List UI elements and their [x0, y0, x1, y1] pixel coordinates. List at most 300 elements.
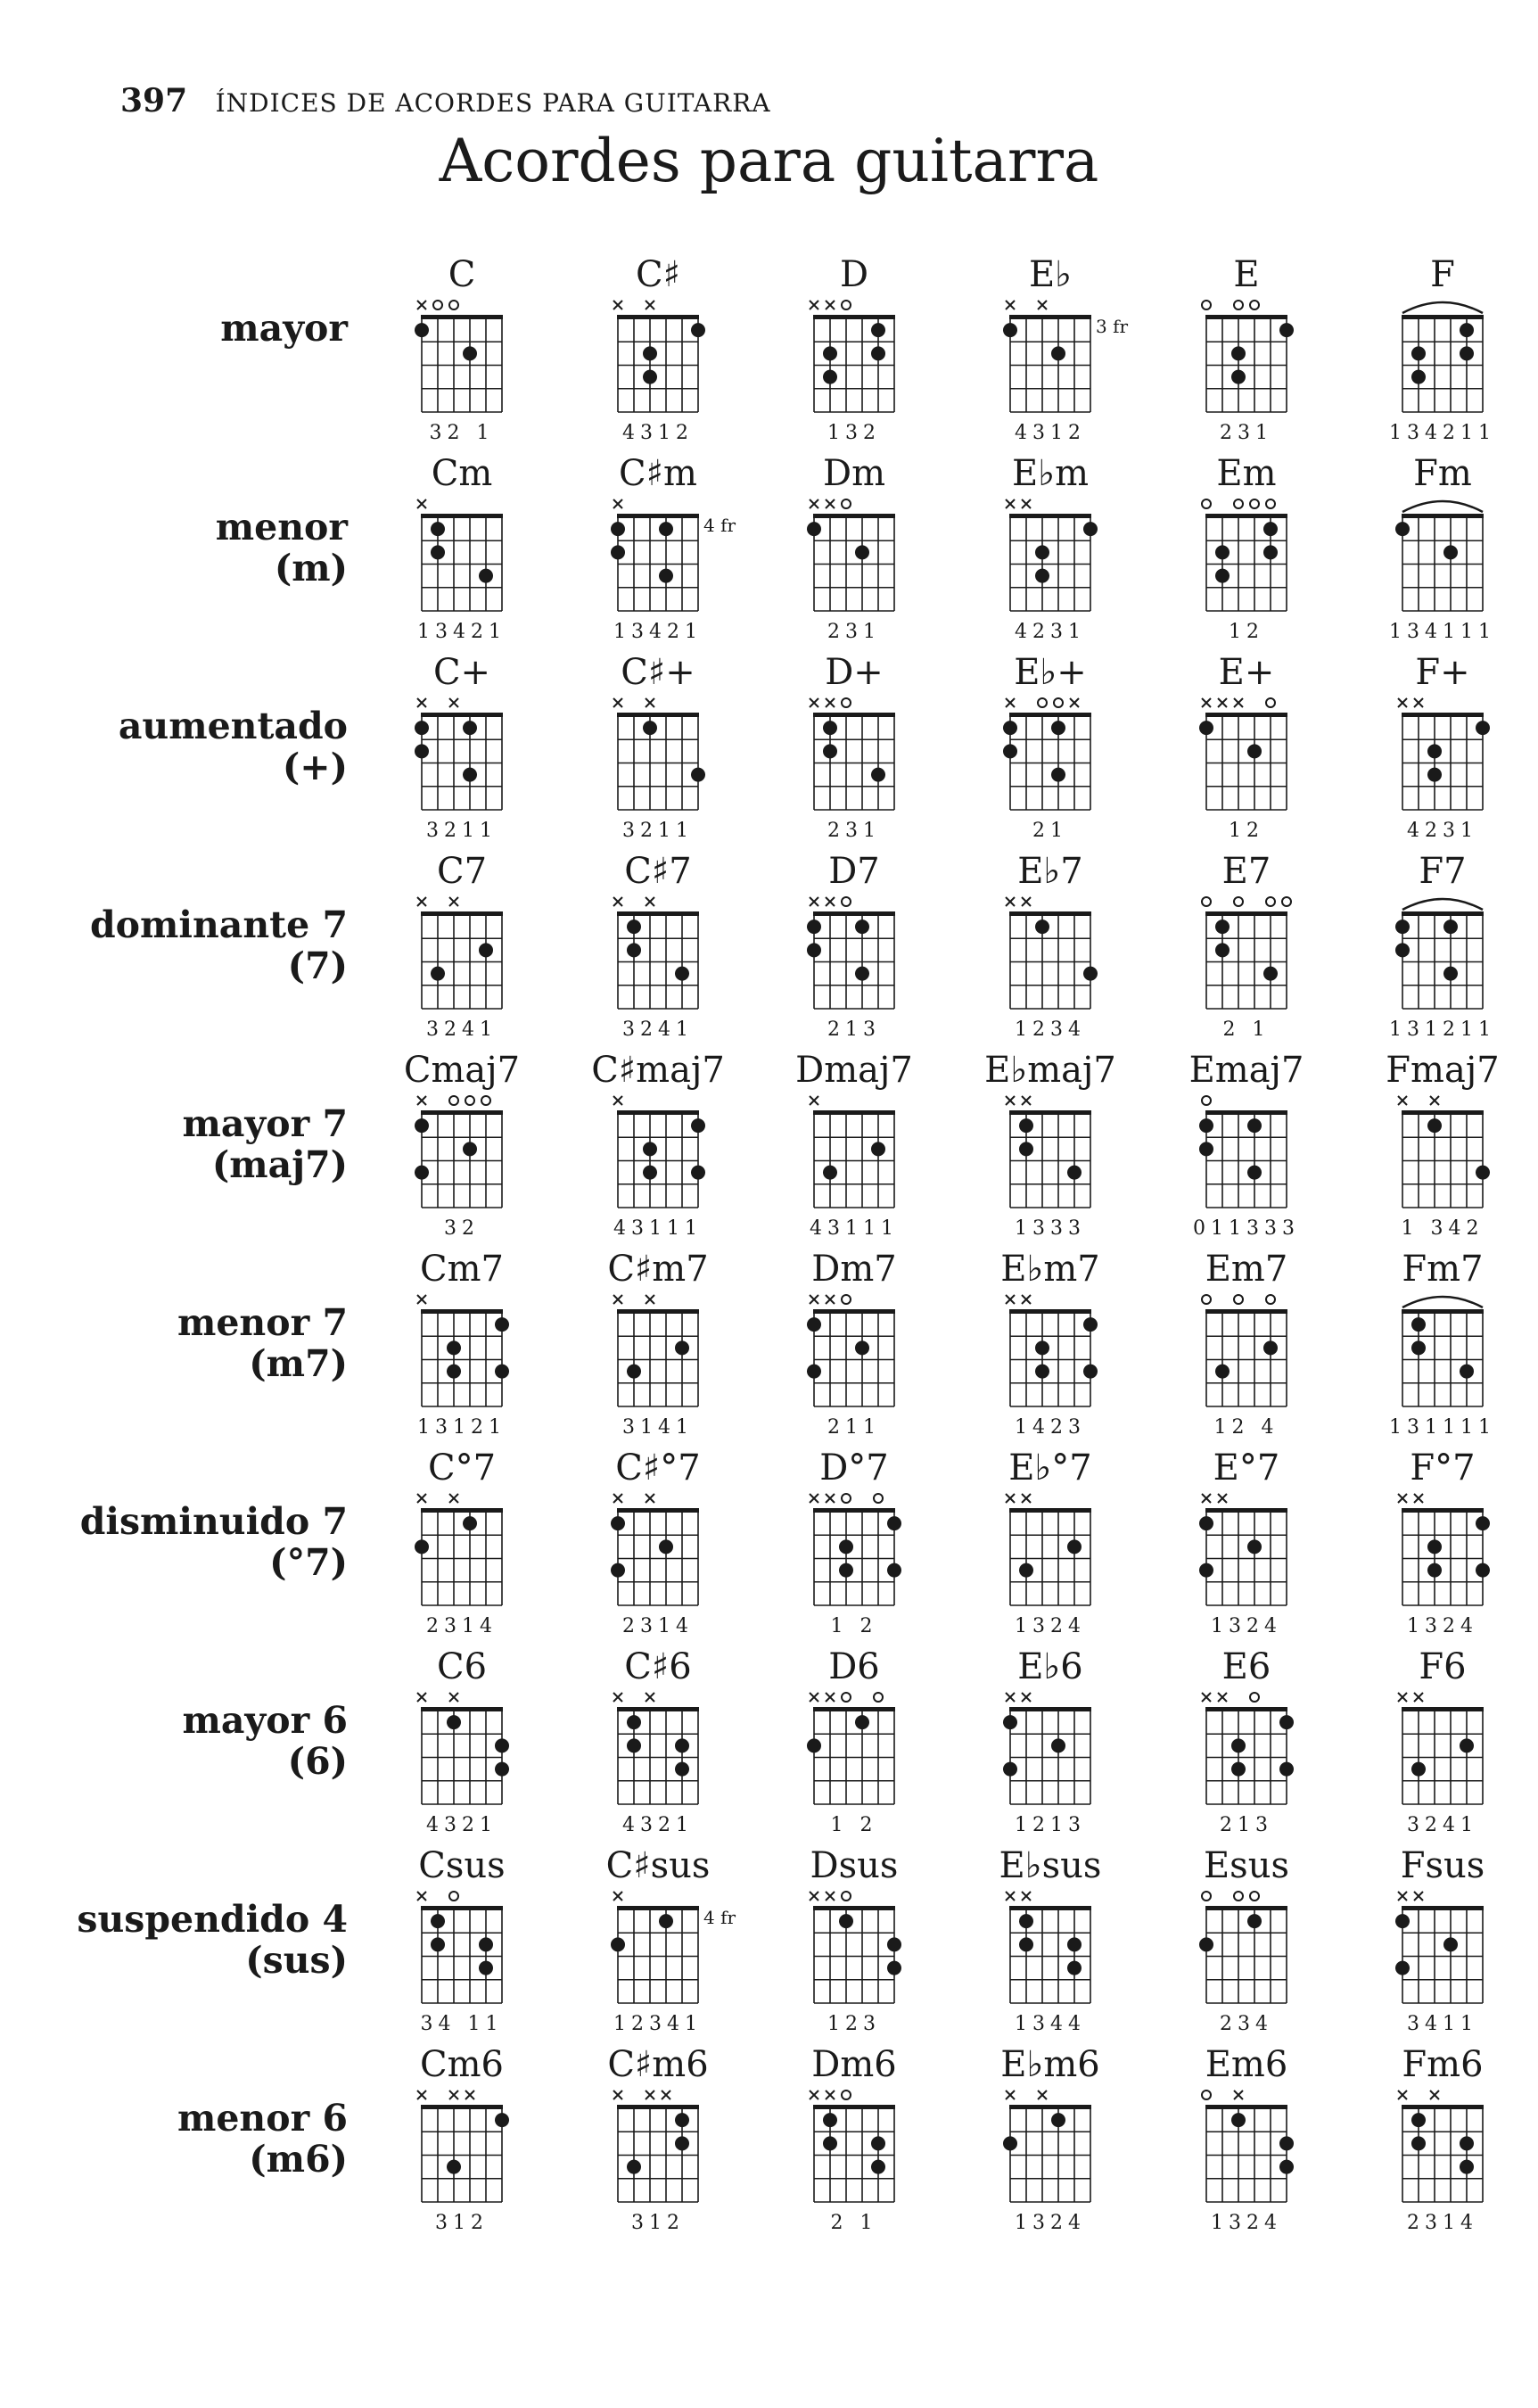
- finger-dot: [1460, 2136, 1474, 2150]
- row-label-abbrev: (6): [287, 1740, 348, 1783]
- muted-string-mark: [1430, 2091, 1439, 2099]
- finger-dot: [1199, 1563, 1213, 1578]
- fretboard: [961, 2082, 1139, 2215]
- row-label: [62, 2098, 348, 2180]
- row-label-name: disminuido 7: [79, 1500, 348, 1543]
- fingering: 1 2: [830, 1615, 878, 1637]
- muted-string-mark: [449, 698, 458, 707]
- finger-dot: [495, 1365, 509, 1379]
- nut: [421, 1110, 503, 1115]
- chord-name: E♭m6: [1000, 2044, 1100, 2085]
- finger-dot: [887, 1961, 901, 1975]
- fingering: 1423: [1015, 1416, 1086, 1439]
- finger-dot: [823, 370, 837, 384]
- fingering: 4231: [1407, 820, 1478, 842]
- fretboard: [373, 491, 551, 624]
- chord-name: E: [1233, 254, 1260, 295]
- nut: [617, 1309, 699, 1314]
- open-string-mark: [449, 1096, 458, 1105]
- finger-dot: [855, 967, 869, 981]
- finger-dot: [1199, 1142, 1213, 1156]
- fretboard: [961, 491, 1139, 624]
- muted-string-mark: [613, 897, 622, 906]
- fretboard: [1353, 292, 1532, 425]
- chord-name: C+: [432, 652, 491, 693]
- muted-string-mark: [1414, 1693, 1423, 1702]
- muted-string-mark: [613, 1096, 622, 1105]
- nut: [421, 1508, 503, 1513]
- open-string-mark: [1202, 1096, 1211, 1105]
- open-string-mark: [481, 1096, 490, 1105]
- fretboard: [373, 1684, 551, 1818]
- muted-string-mark: [1006, 698, 1015, 707]
- muted-string-mark: [613, 499, 622, 508]
- fingering: 2 1: [830, 2212, 878, 2234]
- finger-dot: [1199, 1937, 1213, 1951]
- chord-name: C♯m: [619, 453, 697, 494]
- finger-dot: [431, 545, 445, 559]
- finger-dot: [659, 569, 673, 583]
- muted-string-mark: [646, 698, 654, 707]
- fretboard: [961, 888, 1139, 1022]
- fingering: 3241: [426, 1018, 498, 1041]
- muted-string-mark: [449, 1693, 458, 1702]
- muted-string-mark: [417, 1892, 426, 1901]
- finger-dot: [431, 967, 445, 981]
- finger-dot: [855, 919, 869, 934]
- fretboard: [373, 1087, 551, 1221]
- fretboard: [1157, 1684, 1336, 1818]
- nut: [1205, 2105, 1287, 2109]
- page-number: 397: [120, 82, 188, 120]
- nut: [1402, 911, 1484, 916]
- muted-string-mark: [826, 2091, 835, 2099]
- fretboard: [961, 1883, 1139, 2016]
- fingering: 34 11: [420, 2013, 504, 2035]
- finger-dot: [839, 1539, 853, 1554]
- muted-string-mark: [1022, 1295, 1031, 1304]
- fingering: 131111: [1389, 1416, 1496, 1439]
- open-string-mark: [842, 897, 851, 906]
- fretboard: [373, 1286, 551, 1420]
- finger-dot: [415, 744, 429, 758]
- finger-dot: [495, 2113, 509, 2127]
- fingering: 134211: [1389, 422, 1496, 444]
- finger-dot: [1247, 744, 1262, 758]
- finger-dot: [1035, 919, 1049, 934]
- open-string-mark: [874, 1693, 883, 1702]
- nut: [1402, 1110, 1484, 1115]
- finger-dot: [1247, 1166, 1262, 1180]
- muted-string-mark: [646, 1693, 654, 1702]
- nut: [1009, 315, 1091, 319]
- finger-dot: [855, 545, 869, 559]
- finger-dot: [675, 1340, 689, 1355]
- finger-dot: [495, 1738, 509, 1752]
- muted-string-mark: [1022, 499, 1031, 508]
- muted-string-mark: [1006, 1295, 1015, 1304]
- muted-string-mark: [417, 1295, 426, 1304]
- finger-dot: [855, 1340, 869, 1355]
- fretboard: [961, 1286, 1139, 1420]
- row-label-name: mayor 6: [182, 1699, 348, 1742]
- row-label-abbrev: (m7): [249, 1342, 348, 1385]
- chord-name: C♯sus: [605, 1845, 711, 1886]
- muted-string-mark: [810, 1892, 818, 1901]
- nut: [1205, 1110, 1287, 1115]
- nut: [1009, 911, 1091, 916]
- fretboard: [1157, 1883, 1336, 2016]
- finger-dot: [1215, 1365, 1230, 1379]
- finger-dot: [1003, 744, 1017, 758]
- open-string-mark: [842, 499, 851, 508]
- finger-dot: [447, 2160, 461, 2174]
- fingering: 312: [435, 2212, 489, 2234]
- open-string-mark: [842, 1892, 851, 1901]
- fingering: 12 4: [1213, 1416, 1279, 1439]
- finger-dot: [659, 522, 673, 536]
- fretboard: [373, 1485, 551, 1619]
- finger-dot: [1263, 522, 1278, 536]
- finger-dot: [1019, 1937, 1033, 1951]
- nut: [617, 1110, 699, 1115]
- open-string-mark: [1202, 499, 1211, 508]
- muted-string-mark: [417, 1096, 426, 1105]
- chord-name: C♯°7: [615, 1447, 701, 1489]
- finger-dot: [611, 1937, 625, 1951]
- muted-string-mark: [417, 1693, 426, 1702]
- open-string-mark: [1234, 499, 1243, 508]
- fingering: 3211: [622, 820, 694, 842]
- row-label-name: aumentado: [118, 705, 348, 747]
- muted-string-mark: [1430, 1096, 1439, 1105]
- muted-string-mark: [810, 499, 818, 508]
- fretboard: [1157, 1286, 1336, 1420]
- chord-name: D: [839, 254, 869, 295]
- chord-name: Dmaj7: [795, 1050, 913, 1091]
- nut: [813, 713, 895, 717]
- fingering: 13121: [417, 1416, 506, 1439]
- fretboard: [961, 1684, 1139, 1818]
- finger-dot: [691, 1118, 705, 1133]
- finger-dot: [1003, 1715, 1017, 1729]
- muted-string-mark: [826, 897, 835, 906]
- fingering: 1344: [1015, 2013, 1086, 2035]
- nut: [1402, 514, 1484, 518]
- muted-string-mark: [417, 301, 426, 309]
- chord-name: Em7: [1205, 1249, 1288, 1290]
- finger-dot: [1003, 323, 1017, 337]
- fretboard: [1353, 689, 1532, 823]
- muted-string-mark: [1006, 1892, 1015, 1901]
- chord-name: Cm: [431, 453, 493, 494]
- chord-name: Esus: [1203, 1845, 1289, 1886]
- fingering: 132: [827, 422, 881, 444]
- muted-string-mark: [810, 1096, 818, 1105]
- fretboard: [765, 292, 943, 425]
- finger-dot: [431, 1937, 445, 1951]
- muted-string-mark: [1398, 2091, 1407, 2099]
- open-string-mark: [449, 1892, 458, 1901]
- muted-string-mark: [826, 1494, 835, 1503]
- finger-dot: [807, 522, 821, 536]
- finger-dot: [431, 522, 445, 536]
- nut: [421, 1309, 503, 1314]
- chord-name: Dm6: [811, 2044, 897, 2085]
- barre-arc: [1402, 1297, 1483, 1307]
- chord-name: C°7: [427, 1447, 497, 1489]
- finger-dot: [627, 943, 641, 957]
- fretboard: [373, 1883, 551, 2016]
- finger-dot: [807, 1738, 821, 1752]
- finger-dot: [1003, 1762, 1017, 1777]
- open-string-mark: [449, 301, 458, 309]
- nut: [1402, 1508, 1484, 1513]
- nut: [1009, 514, 1091, 518]
- finger-dot: [1395, 919, 1410, 934]
- finger-dot: [1279, 323, 1294, 337]
- finger-dot: [1003, 2136, 1017, 2150]
- fretboard: [1157, 888, 1336, 1022]
- fingering: 4321: [426, 1814, 498, 1836]
- chord-name: E7: [1221, 851, 1271, 892]
- fret-position-label: 4 fr: [703, 1907, 736, 1928]
- fretboard: [569, 888, 747, 1022]
- row-label: [62, 507, 348, 589]
- finger-dot: [643, 370, 657, 384]
- chord-name: E♭7: [1017, 851, 1083, 892]
- open-string-mark: [1266, 499, 1275, 508]
- chord-name: Dm: [823, 453, 885, 494]
- finger-dot: [611, 522, 625, 536]
- chord-name: E+: [1218, 652, 1275, 693]
- finger-dot: [627, 919, 641, 934]
- nut: [1205, 713, 1287, 717]
- chord-name: E♭m7: [1000, 1249, 1100, 1290]
- finger-dot: [1395, 943, 1410, 957]
- chord-name: Cm7: [420, 1249, 504, 1290]
- chord-name: Fsus: [1400, 1845, 1485, 1886]
- fretboard: [1353, 491, 1532, 624]
- running-title: ÍNDICES DE ACORDES PARA GUITARRA: [215, 88, 771, 118]
- finger-dot: [1443, 919, 1458, 934]
- muted-string-mark: [417, 1494, 426, 1503]
- chord-name: Fm7: [1402, 1249, 1484, 1290]
- finger-dot: [1247, 1118, 1262, 1133]
- finger-dot: [1460, 1365, 1474, 1379]
- fingering: 1 2: [830, 1814, 878, 1836]
- nut: [1009, 713, 1091, 717]
- chord-name: Cm6: [420, 2044, 504, 2085]
- nut: [1402, 1707, 1484, 1711]
- fingering: 32: [444, 1217, 480, 1240]
- finger-dot: [1279, 2160, 1294, 2174]
- finger-dot: [1215, 943, 1230, 957]
- row-label-name: mayor: [220, 307, 348, 350]
- muted-string-mark: [810, 301, 818, 309]
- muted-string-mark: [646, 1295, 654, 1304]
- finger-dot: [643, 721, 657, 735]
- row-label: [62, 705, 348, 788]
- nut: [617, 1508, 699, 1513]
- muted-string-mark: [662, 2091, 670, 2099]
- open-string-mark: [465, 1096, 474, 1105]
- finger-dot: [823, 2113, 837, 2127]
- finger-dot: [1051, 768, 1065, 782]
- chord-name: C♯7: [624, 851, 692, 892]
- fingering: 011333: [1193, 1217, 1300, 1240]
- muted-string-mark: [810, 1693, 818, 1702]
- finger-dot: [807, 943, 821, 957]
- fretboard: [1353, 2082, 1532, 2215]
- nut: [421, 514, 503, 518]
- muted-string-mark: [1006, 2091, 1015, 2099]
- fretboard: [1353, 1684, 1532, 1818]
- finger-dot: [495, 1317, 509, 1332]
- muted-string-mark: [810, 1295, 818, 1304]
- muted-string-mark: [1218, 1494, 1227, 1503]
- muted-string-mark: [646, 2091, 654, 2099]
- finger-dot: [1051, 1738, 1065, 1752]
- finger-dot: [1199, 1516, 1213, 1530]
- fingering: 1324: [1015, 2212, 1086, 2234]
- finger-dot: [871, 346, 885, 360]
- muted-string-mark: [613, 698, 622, 707]
- chord-name: E°7: [1213, 1447, 1280, 1489]
- fingering: 1234: [1015, 1018, 1086, 1041]
- finger-dot: [1279, 1715, 1294, 1729]
- nut: [617, 713, 699, 717]
- nut: [1009, 1110, 1091, 1115]
- muted-string-mark: [646, 301, 654, 309]
- fretboard: [569, 2082, 747, 2215]
- finger-dot: [1411, 2113, 1426, 2127]
- row-label: [62, 904, 348, 986]
- muted-string-mark: [1022, 897, 1031, 906]
- nut: [1402, 2105, 1484, 2109]
- finger-dot: [1411, 370, 1426, 384]
- nut: [813, 514, 895, 518]
- fretboard: [1353, 1286, 1532, 1420]
- muted-string-mark: [1022, 1494, 1031, 1503]
- muted-string-mark: [417, 698, 426, 707]
- fretboard: [1157, 292, 1336, 425]
- fretboard: [765, 491, 943, 624]
- nut: [813, 911, 895, 916]
- open-string-mark: [1234, 1892, 1243, 1901]
- finger-dot: [823, 1166, 837, 1180]
- nut: [813, 1707, 895, 1711]
- open-string-mark: [1202, 1295, 1211, 1304]
- nut: [1205, 1906, 1287, 1910]
- nut: [813, 1508, 895, 1513]
- muted-string-mark: [417, 2091, 426, 2099]
- finger-dot: [1247, 1914, 1262, 1928]
- finger-dot: [1035, 569, 1049, 583]
- finger-dot: [1067, 1937, 1082, 1951]
- muted-string-mark: [449, 897, 458, 906]
- finger-dot: [463, 721, 477, 735]
- chord-name: D+: [825, 652, 884, 693]
- fretboard: [961, 1485, 1139, 1619]
- fingering: 231: [827, 621, 881, 643]
- finger-dot: [1279, 2136, 1294, 2150]
- finger-dot: [1083, 1317, 1098, 1332]
- fingering: 1324: [1211, 2212, 1282, 2234]
- barre-arc: [1402, 501, 1483, 512]
- finger-dot: [1427, 1118, 1442, 1133]
- finger-dot: [871, 2136, 885, 2150]
- finger-dot: [463, 768, 477, 782]
- finger-dot: [1231, 346, 1246, 360]
- chord-name: C6: [436, 1646, 488, 1687]
- finger-dot: [691, 768, 705, 782]
- finger-dot: [1427, 1539, 1442, 1554]
- fretboard: [961, 1087, 1139, 1221]
- chord-name: E♭6: [1017, 1646, 1083, 1687]
- nut: [617, 315, 699, 319]
- fretboard: [765, 689, 943, 823]
- open-string-mark: [842, 301, 851, 309]
- nut: [617, 911, 699, 916]
- row-label-name: suspendido 4: [77, 1898, 348, 1941]
- muted-string-mark: [1022, 1693, 1031, 1702]
- chord-name: E♭+: [1014, 652, 1087, 693]
- finger-dot: [1411, 2136, 1426, 2150]
- finger-dot: [823, 744, 837, 758]
- fingering: 1324: [1407, 1615, 1478, 1637]
- fingering: 32 1: [429, 422, 495, 444]
- muted-string-mark: [1038, 301, 1047, 309]
- muted-string-mark: [1006, 301, 1015, 309]
- fingering: 131211: [1389, 1018, 1496, 1041]
- finger-dot: [887, 1563, 901, 1578]
- open-string-mark: [842, 698, 851, 707]
- nut: [617, 2105, 699, 2109]
- row-label: [62, 1103, 348, 1185]
- chord-name: Dm7: [811, 1249, 897, 1290]
- muted-string-mark: [826, 1892, 835, 1901]
- muted-string-mark: [613, 1892, 622, 1901]
- nut: [813, 2105, 895, 2109]
- finger-dot: [415, 1166, 429, 1180]
- nut: [1402, 1906, 1484, 1910]
- open-string-mark: [1202, 2091, 1211, 2099]
- finger-dot: [1215, 919, 1230, 934]
- fretboard: [1353, 1485, 1532, 1619]
- fretboard: [569, 1087, 747, 1221]
- finger-dot: [871, 1142, 885, 1156]
- open-string-mark: [1282, 897, 1291, 906]
- chord-name: C♯m7: [607, 1249, 709, 1290]
- finger-dot: [1003, 721, 1017, 735]
- muted-string-mark: [810, 2091, 818, 2099]
- open-string-mark: [1250, 499, 1259, 508]
- row-label-abbrev: (m): [274, 547, 348, 590]
- finger-dot: [1411, 1340, 1426, 1355]
- fingering: 2314: [1407, 2212, 1478, 2234]
- fretboard: [569, 1883, 747, 2016]
- nut: [1205, 514, 1287, 518]
- finger-dot: [495, 1762, 509, 1777]
- muted-string-mark: [1414, 1494, 1423, 1503]
- barre-arc: [1402, 899, 1483, 910]
- open-string-mark: [1202, 301, 1211, 309]
- muted-string-mark: [1414, 698, 1423, 707]
- finger-dot: [479, 943, 493, 957]
- muted-string-mark: [613, 2091, 622, 2099]
- open-string-mark: [1054, 698, 1063, 707]
